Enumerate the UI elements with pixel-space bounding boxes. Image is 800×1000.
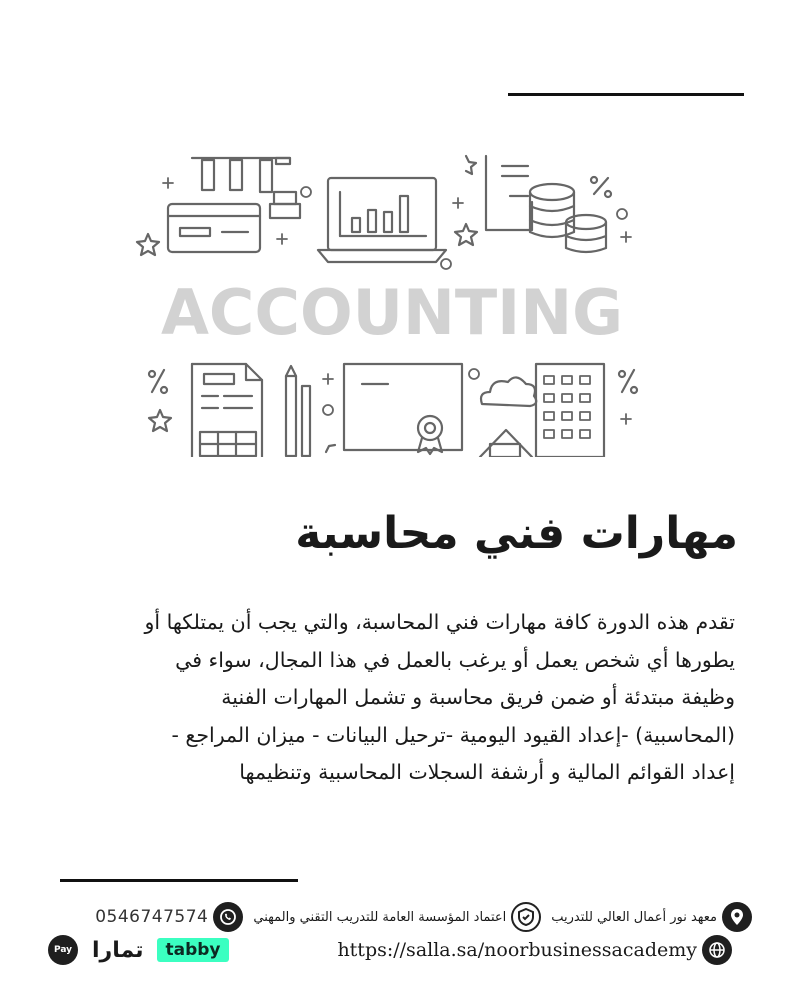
bottom-divider [60,879,298,882]
website-link[interactable]: https://salla.sa/noorbusinessacademy [337,939,697,961]
accreditation-item [253,902,541,932]
top-divider [508,93,744,96]
course-description [45,604,735,792]
pencil-icon [286,366,310,456]
building-icon [536,364,604,457]
footer-website-row [337,935,732,965]
whatsapp-icon [213,902,243,932]
document-icon [486,156,532,230]
tamara-badge: تمارا [92,937,144,963]
apple-pay-badge: Pay [48,935,78,965]
description-line: وظيفة مبتدئة أو ضمن فريق محاسبة و تشمل المهارات الفنية [221,685,735,709]
footer-contact-row [95,902,752,932]
accreditation-text: اعتماد المؤسسة العامة للتدريب التقني والمهني [253,909,507,925]
columns-icon [192,158,300,218]
phone-number[interactable]: 0546747574 [95,907,209,927]
accounting-word: ACCOUNTING [160,276,624,349]
tabby-badge: tabby [157,938,228,962]
institute-item [551,902,752,932]
certificate-icon [344,364,462,454]
description-line: (المحاسبية) -إعداد القيود اليومية -ترحيل البيانات - ميزان المراجع - [171,722,735,747]
description-line: يطورها أي شخص يعمل أو يرغب بالعمل في هذا المجال، سواء في [175,647,735,672]
website-item[interactable] [337,935,732,965]
description-line: تقدم هذه الدورة كافة مهارات فني المحاسبة، والتي يجب أن يمتلكها أو [144,610,735,634]
cloud-icon [481,377,536,406]
credit-card-icon [168,204,260,252]
laptop-chart-icon [318,178,446,262]
globe-icon [702,935,732,965]
institute-name: معهد نور أعمال العالي للتدريب [551,909,717,925]
house-icon [480,430,532,457]
phone-item[interactable] [95,902,243,932]
shield-icon [511,902,541,932]
payment-methods [48,935,229,965]
course-title: مهارات فني محاسبة [295,508,738,559]
location-pin-icon [722,902,752,932]
accounting-illustration [130,152,655,457]
invoice-icon [192,364,262,457]
description-line: إعداد القوائم المالية و أرشفة السجلات المحاسبية وتنظيمها [239,760,735,784]
